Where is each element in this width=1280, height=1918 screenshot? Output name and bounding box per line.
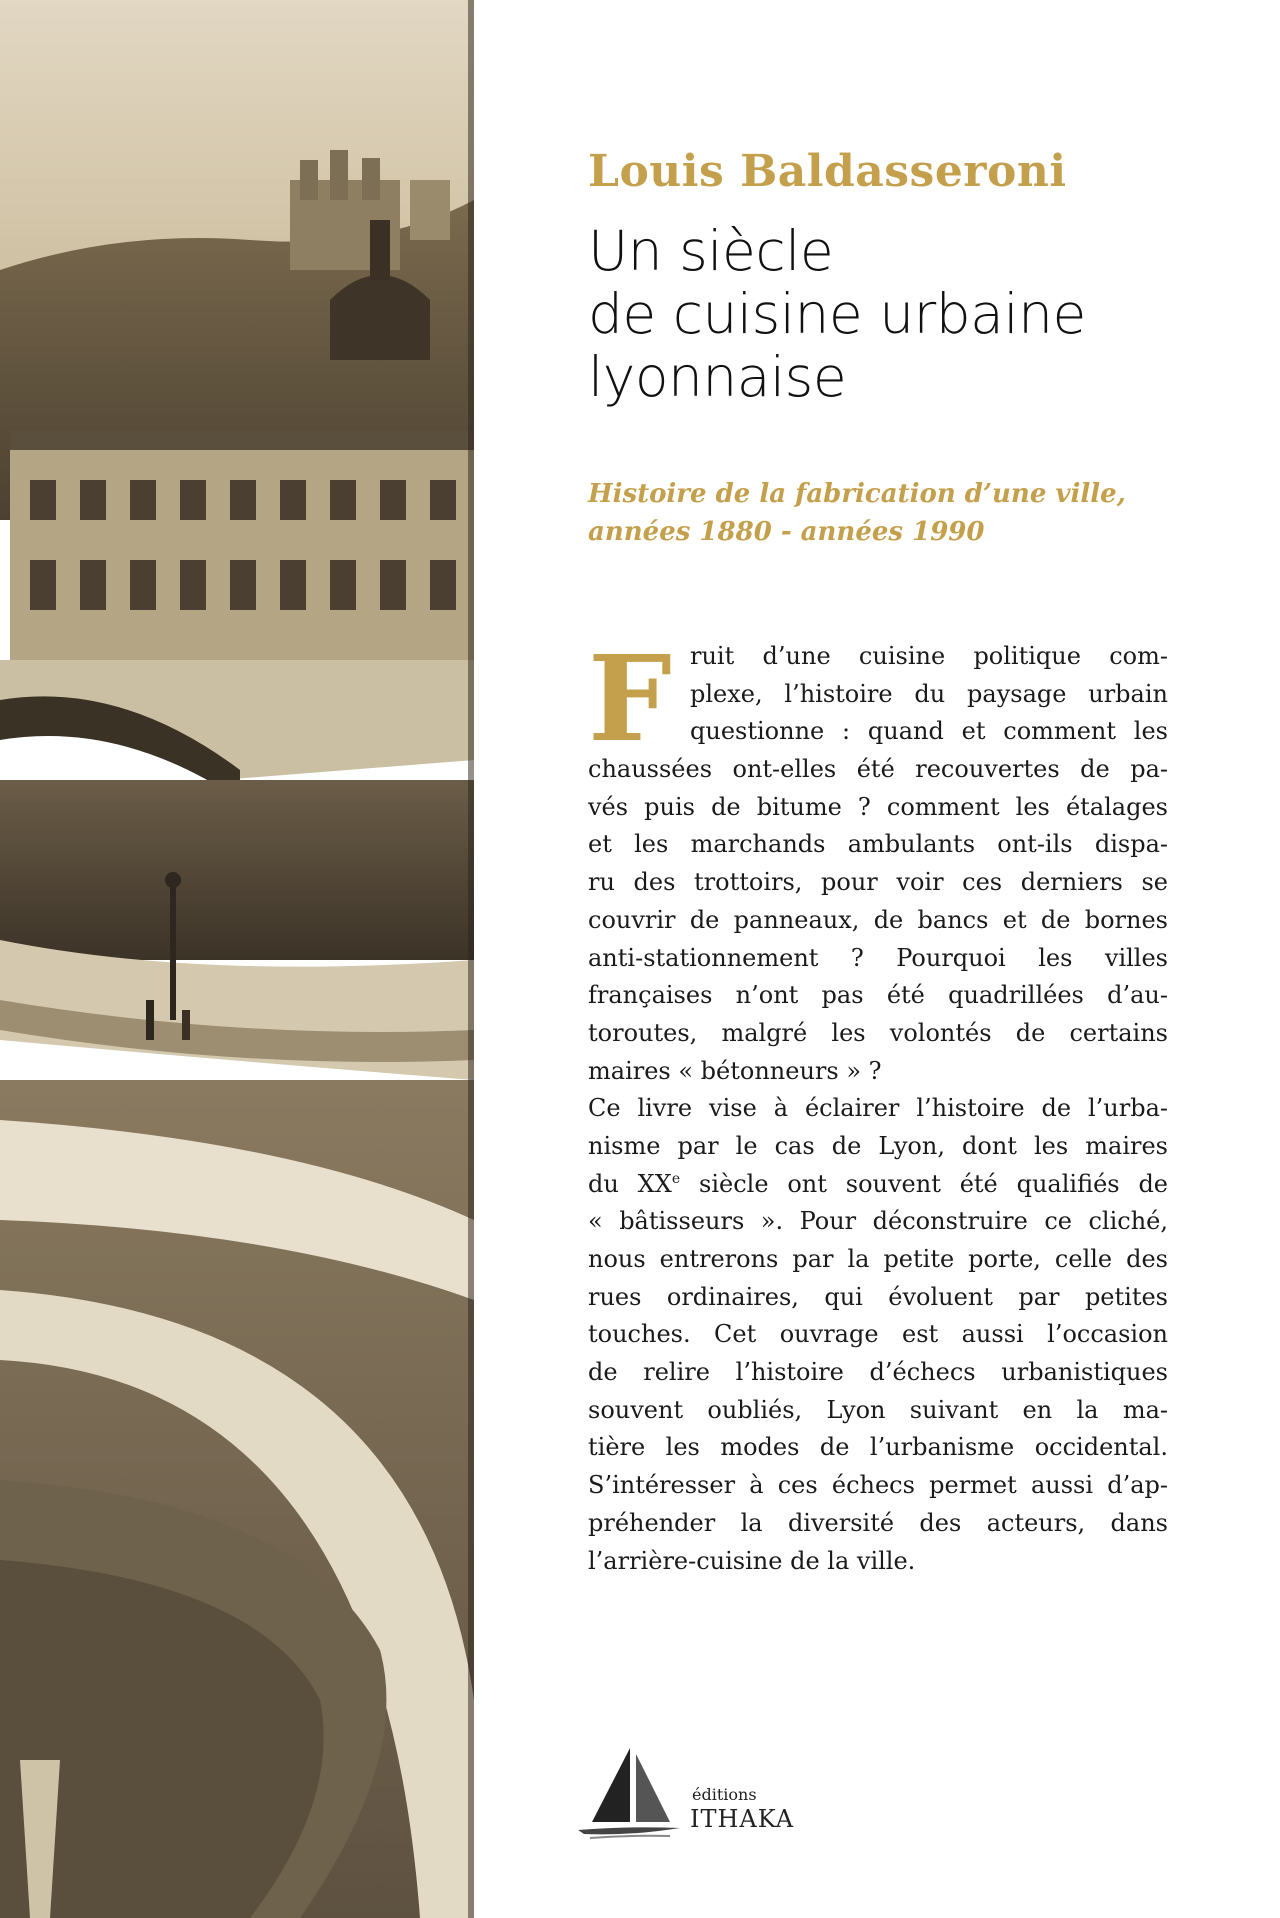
cover-photo bbox=[0, 0, 474, 1918]
blurb-line: rues ordinaires, qui évoluent par petites bbox=[588, 1282, 1168, 1311]
title-line: lyonnaise bbox=[588, 345, 847, 409]
blurb-line: et les marchands ambulants ont-ils dispa- bbox=[588, 830, 1168, 859]
subtitle bbox=[588, 475, 1126, 551]
blurb-line: l’arrière-cuisine de la ville. bbox=[588, 1546, 916, 1575]
blurb-line: vés puis de bitume ? comment les étalages bbox=[588, 792, 1168, 821]
blurb-line: « bâtisseurs ». Pour déconstruire ce cliché, bbox=[588, 1207, 1168, 1236]
blurb-line bbox=[588, 1166, 1168, 1204]
subtitle-line: années 1880 - années 1990 bbox=[588, 517, 985, 547]
century-rest: siècle ont souvent été qualifiés de bbox=[699, 1169, 1169, 1198]
blurb-line: ruit d’une cuisine politique com- bbox=[690, 642, 1168, 670]
blurb-line: toroutes, malgré les volontés de certains bbox=[588, 1018, 1168, 1047]
blurb-line: questionne : quand et comment les bbox=[690, 717, 1168, 746]
blurb-line: nisme par le cas de Lyon, dont les maires bbox=[588, 1131, 1168, 1160]
blurb-line: S’intéresser à ces échecs permet aussi d’ap- bbox=[588, 1471, 1168, 1500]
publisher-name: ITHAKA bbox=[690, 1805, 795, 1833]
publisher-editions: éditions bbox=[692, 1785, 757, 1804]
blurb-line: plexe, l’histoire du paysage urbain bbox=[690, 679, 1168, 708]
blurb-line: anti-stationnement ? Pourquoi les villes bbox=[588, 943, 1168, 972]
subtitle-line: Histoire de la fabrication d’une ville, bbox=[588, 479, 1126, 509]
blurb-line: ru des trottoirs, pour voir ces derniers se bbox=[588, 868, 1168, 897]
author-name: Louis Baldasseroni bbox=[588, 146, 1067, 197]
blurb-line: nous entrerons par la petite porte, celle des bbox=[588, 1245, 1168, 1273]
blurb-line: couvrir de panneaux, de bancs et de bornes bbox=[588, 905, 1168, 934]
blurb-line: touches. Cet ouvrage est aussi l’occasion bbox=[588, 1320, 1168, 1349]
back-cover-blurb bbox=[588, 629, 1169, 1580]
book-title bbox=[588, 220, 1086, 409]
blurb-line: chaussées ont-elles été recouvertes de pa- bbox=[588, 755, 1168, 784]
blurb-line: de relire l’histoire d’échecs urbanistiques bbox=[588, 1358, 1168, 1387]
title-line: Un siècle bbox=[588, 219, 834, 283]
century-sup: e bbox=[671, 1170, 681, 1187]
blurb-line: françaises n’ont pas été quadrillées d’au- bbox=[588, 981, 1168, 1010]
blurb-line: Ce livre vise à éclairer l’histoire de l’urba- bbox=[588, 1094, 1168, 1123]
blurb-line: tière les modes de l’urbanisme occidental. bbox=[588, 1433, 1168, 1462]
century-prefix: du XX bbox=[588, 1169, 672, 1198]
blurb-line: préhender la diversité des acteurs, dans bbox=[588, 1508, 1168, 1537]
blurb-line: souvent oubliés, Lyon suivant en la ma- bbox=[588, 1395, 1168, 1424]
title-line: de cuisine urbaine bbox=[588, 282, 1086, 346]
blurb-line: maires « bétonneurs » ? bbox=[588, 1056, 882, 1085]
drop-cap: F bbox=[588, 629, 672, 768]
